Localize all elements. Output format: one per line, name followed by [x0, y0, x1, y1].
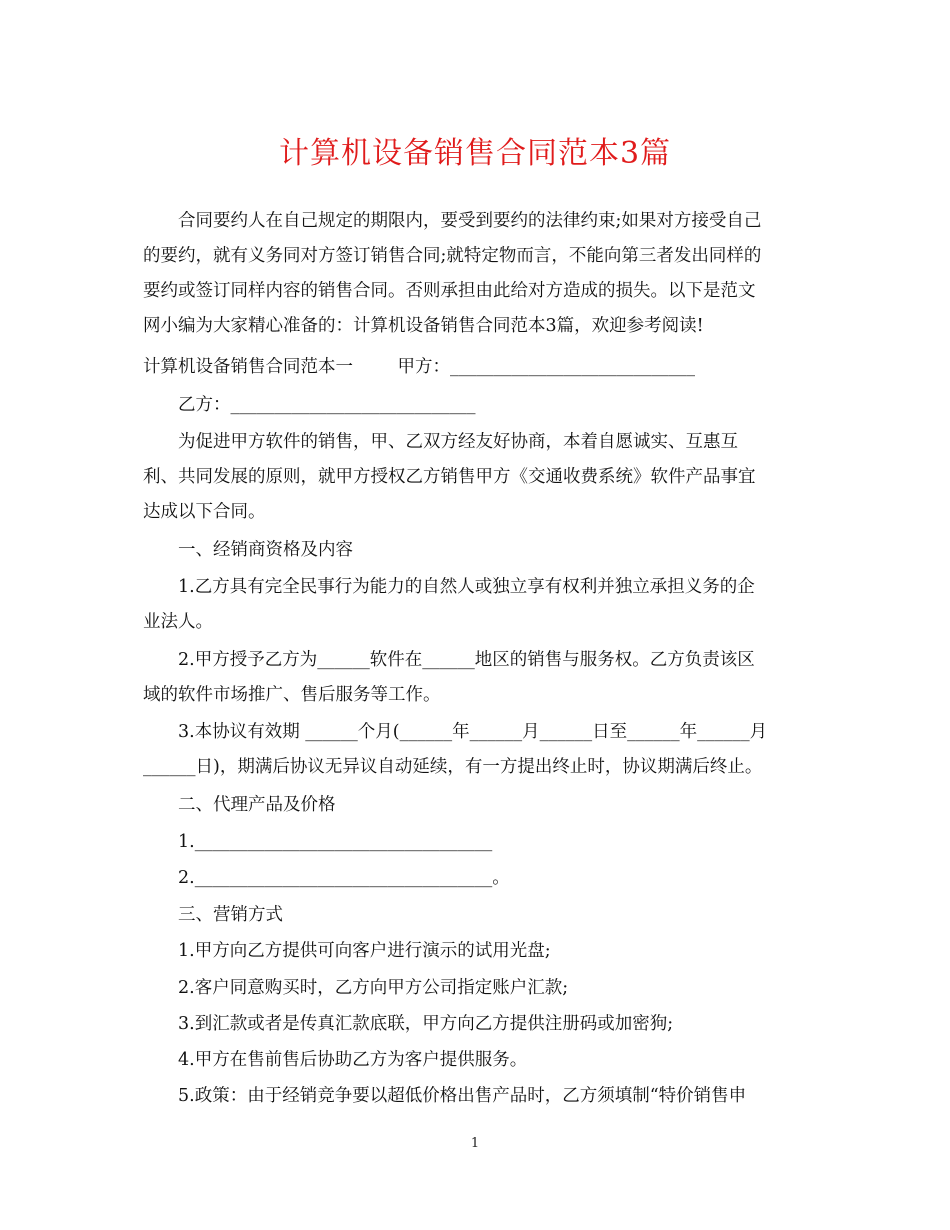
- text-line: 网小编为大家精心准备的：计算机设备销售合同范本3篇，欢迎参考阅读!: [143, 316, 704, 336]
- text-line: 2.__________________________________。: [178, 868, 510, 888]
- text-line: 2.客户同意购买时，乙方向甲方公司指定账户汇款;: [178, 978, 569, 998]
- text-line: 域的软件市场推广、售后服务等工作。: [143, 685, 441, 705]
- text-line: 3.到汇款或者是传真汇款底联，甲方向乙方提供注册码或加密狗;: [178, 1014, 674, 1034]
- document-title: 计算机设备销售合同范本3篇: [278, 136, 672, 171]
- section-heading: 一、经销商资格及内容: [178, 540, 353, 560]
- text-line: ______日)，期满后协议无异议自动延续，有一方提出终止时，协议期满后终止。: [143, 757, 763, 777]
- text-line: 要约或签订同样内容的销售合同。否则承担由此给对方造成的损失。以下是范文: [143, 281, 756, 301]
- text-line: 为促进甲方软件的销售，甲、乙双方经友好协商，本着自愿诚实、互惠互: [178, 432, 738, 452]
- text-line: 5.政策：由于经销竞争要以超低价格出售产品时，乙方须填制“特价销售申: [178, 1086, 747, 1106]
- text-line: 的要约，就有义务同对方签订销售合同;就特定物而言，不能向第三者发出同样的: [143, 246, 762, 266]
- text-line: 达成以下合同。: [143, 502, 266, 522]
- text-line: 3.本协议有效期 ______个月(______年______月______日至______年______月: [178, 722, 768, 742]
- section-heading-party-a: 计算机设备销售合同范本一 甲方：____________________________: [143, 357, 696, 377]
- text-line: 合同要约人在自己规定的期限内，要受到要约的法律约束;如果对方接受自己: [178, 211, 762, 231]
- text-line: 2.甲方授予乙方为______软件在______地区的销售与服务权。乙方负责该区: [178, 650, 755, 670]
- text-line: 1.甲方向乙方提供可向客户进行演示的试用光盘;: [178, 941, 551, 961]
- page-number: 1: [470, 1136, 480, 1151]
- text-line: 业法人。: [143, 612, 213, 632]
- text-line: 1.乙方具有完全民事行为能力的自然人或独立享有权利并独立承担义务的企: [178, 577, 755, 597]
- section-heading: 二、代理产品及价格: [178, 795, 336, 815]
- text-line: 4.甲方在售前售后协助乙方为客户提供服务。: [178, 1050, 528, 1070]
- text-line: 1.__________________________________: [178, 832, 493, 852]
- party-b-line: 乙方：____________________________: [178, 395, 476, 415]
- section-heading: 三、营销方式: [178, 905, 283, 925]
- text-line: 利、共同发展的原则，就甲方授权乙方销售甲方《交通收费系统》软件产品事宜: [143, 467, 756, 487]
